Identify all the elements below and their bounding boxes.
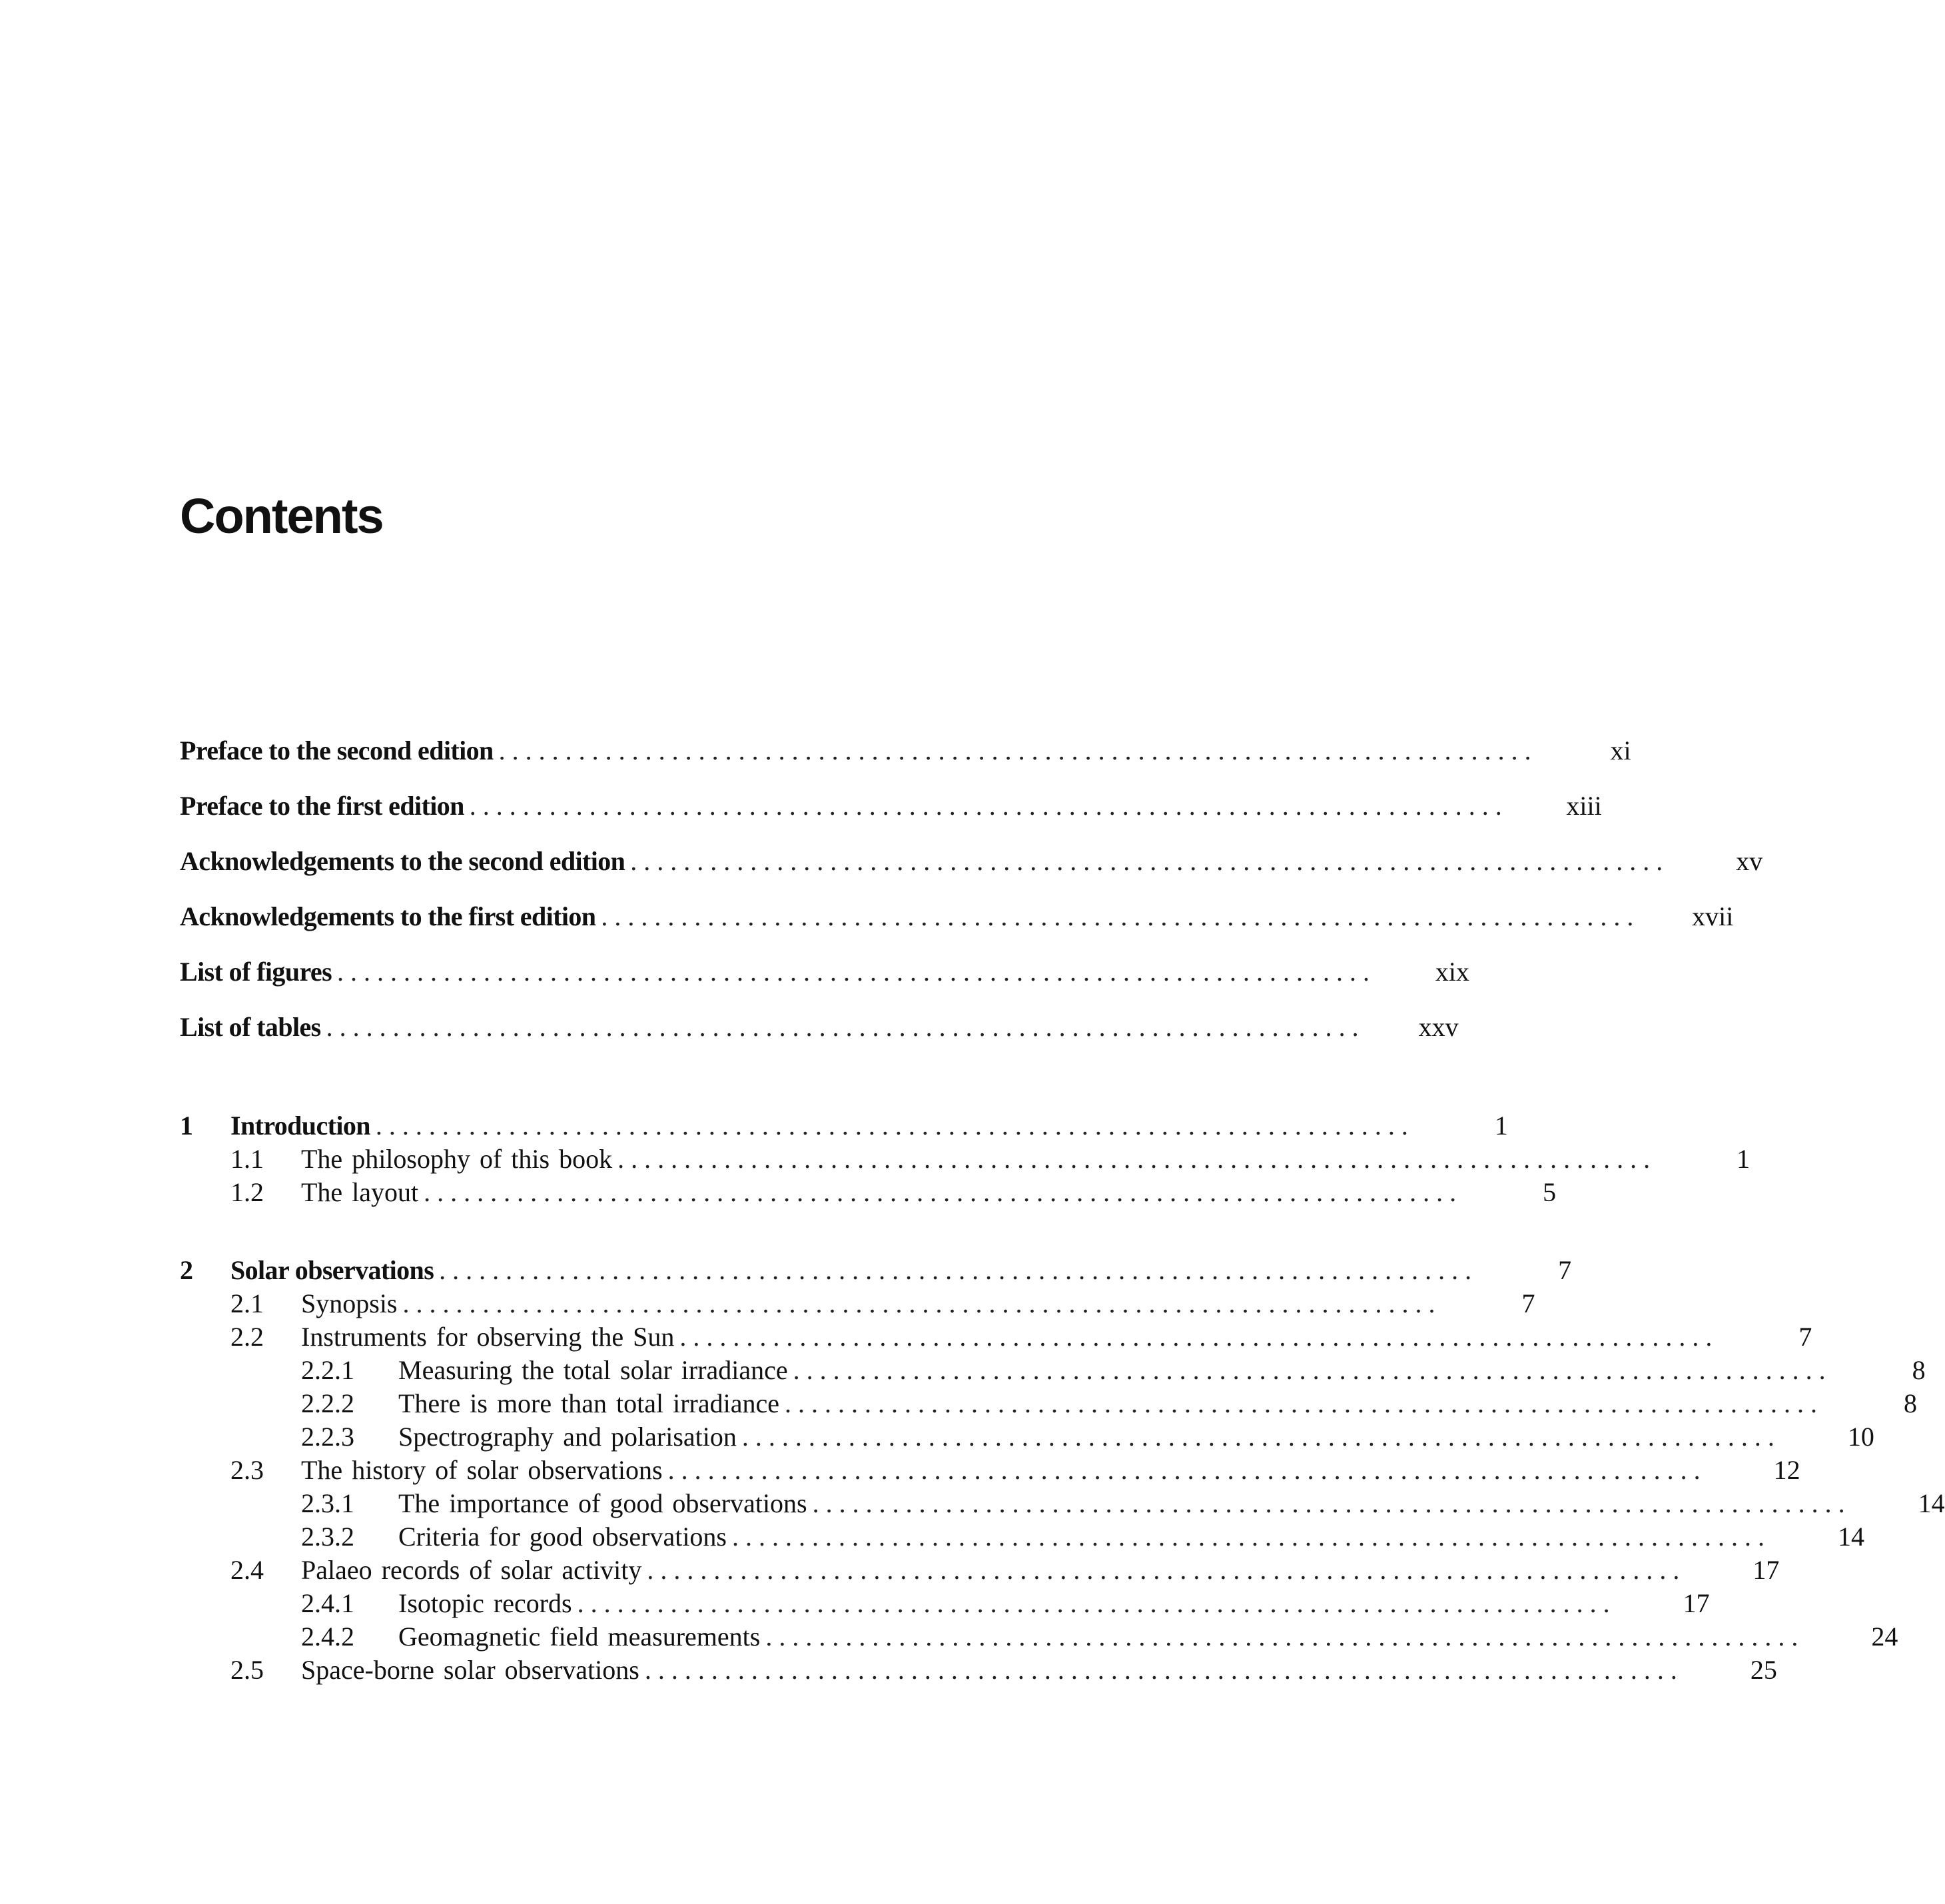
dot-leader: ..............................................................................: [424, 1177, 1463, 1207]
toc-entry-preface-first-edition: [180, 791, 1602, 848]
toc-subsection-2-4-2: [180, 1622, 1898, 1657]
dot-leader: ..............................................................................: [402, 1288, 1442, 1318]
toc-chapter-2: [180, 1255, 1572, 1290]
section-title: The philosophy of this book: [301, 1144, 613, 1174]
spacer: [180, 1069, 1178, 1113]
subsection-title: The importance of good observations: [398, 1488, 807, 1518]
section-number: 2.4: [230, 1555, 264, 1585]
subsection-number: 2.2.3: [301, 1422, 354, 1452]
toc-subsection-2-3-1: [180, 1488, 1945, 1524]
toc-subsection-2-2-2: [180, 1388, 1917, 1424]
spacer: [180, 1212, 1178, 1257]
section-page: 5: [1543, 1177, 1557, 1207]
toc-section-2-1: [180, 1288, 1535, 1324]
toc-section-2-3: [180, 1455, 1800, 1490]
subsection-page: 8: [1903, 1388, 1917, 1418]
section-page: 1: [1737, 1144, 1751, 1174]
chapter-number: 2: [180, 1255, 193, 1285]
dot-leader: ..............................................................................: [679, 1322, 1719, 1352]
dot-leader: ..............................................................................: [741, 1422, 1781, 1452]
dot-leader: ..............................................................................: [601, 901, 1641, 931]
toc-entry-page: xvii: [1692, 901, 1734, 931]
dot-leader: ..............................................................................: [469, 791, 1509, 821]
subsection-number: 2.3.1: [301, 1488, 354, 1518]
dot-leader: ..............................................................................: [793, 1355, 1832, 1385]
toc-section-2-4: [180, 1555, 1780, 1590]
chapter-title: Solar observations: [230, 1255, 434, 1285]
dot-leader: ..............................................................................: [498, 735, 1538, 765]
subsection-page: 24: [1871, 1622, 1898, 1652]
section-page: 7: [1521, 1288, 1535, 1318]
toc-entry-page: xv: [1736, 846, 1763, 876]
subsection-title: Measuring the total solar irradiance: [398, 1355, 788, 1385]
section-title: The layout: [301, 1177, 419, 1207]
toc-entry-page: xiii: [1566, 791, 1602, 821]
page-title: Contents: [180, 488, 383, 544]
toc-subsection-2-3-2: [180, 1522, 1864, 1557]
toc-entry-page: xix: [1435, 957, 1470, 987]
toc-entry-list-of-figures: [180, 957, 1470, 1014]
dot-leader: ..............................................................................: [375, 1111, 1415, 1141]
chapter-title: Introduction: [230, 1111, 370, 1141]
toc-subsection-2-2-3: [180, 1422, 1874, 1457]
section-title: Instruments for observing the Sun: [301, 1322, 675, 1352]
dot-leader: ..............................................................................: [765, 1622, 1805, 1652]
dot-leader: ..............................................................................: [644, 1655, 1684, 1685]
subsection-number: 2.4.1: [301, 1588, 354, 1618]
toc-entry-page: xi: [1610, 735, 1631, 765]
chapter-page: 1: [1494, 1111, 1508, 1141]
subsection-number: 2.4.2: [301, 1622, 354, 1652]
dot-leader: ..............................................................................: [337, 957, 1377, 987]
dot-leader: ..............................................................................: [732, 1522, 1771, 1552]
section-number: 1.1: [230, 1144, 264, 1174]
table-of-contents: [180, 735, 1945, 1690]
subsection-page: 10: [1847, 1422, 1874, 1452]
subsection-number: 2.2.1: [301, 1355, 354, 1385]
dot-leader: ..............................................................................: [630, 846, 1670, 876]
toc-subsection-2-2-1: [180, 1355, 1926, 1390]
section-title: Palaeo records of solar activity: [301, 1555, 642, 1585]
dot-leader: ..............................................................................: [326, 1012, 1365, 1042]
section-page: 25: [1750, 1655, 1777, 1685]
section-title: Synopsis: [301, 1288, 398, 1318]
toc-entry-title: Acknowledgements to the second edition: [180, 846, 625, 876]
section-number: 2.3: [230, 1455, 264, 1485]
section-number: 1.2: [230, 1177, 264, 1207]
section-page: 12: [1773, 1455, 1800, 1485]
dot-leader: ..............................................................................: [439, 1255, 1479, 1285]
subsection-title: Isotopic records: [398, 1588, 572, 1618]
section-title: The history of solar observations: [301, 1455, 663, 1485]
subsection-title: Geomagnetic field measurements: [398, 1622, 761, 1652]
section-number: 2.2: [230, 1322, 264, 1352]
section-title: Space-borne solar observations: [301, 1655, 639, 1685]
toc-entry-title: Acknowledgements to the first edition: [180, 901, 596, 931]
dot-leader: ..............................................................................: [667, 1455, 1707, 1485]
toc-chapter-1: [180, 1111, 1508, 1146]
chapter-number: 1: [180, 1111, 193, 1141]
dot-leader: ..............................................................................: [647, 1555, 1687, 1585]
section-page: 17: [1752, 1555, 1780, 1585]
section-page: 7: [1798, 1322, 1812, 1352]
toc-entry-page: xxv: [1418, 1012, 1459, 1042]
subsection-page: 8: [1912, 1355, 1926, 1385]
toc-entry-title: List of figures: [180, 957, 332, 987]
toc-subsection-2-4-1: [180, 1588, 1710, 1624]
dot-leader: ..............................................................................: [784, 1388, 1824, 1418]
toc-section-2-2: [180, 1322, 1812, 1357]
subsection-page: 14: [1838, 1522, 1864, 1552]
toc-entry-list-of-tables: [180, 1012, 1459, 1069]
toc-entry-preface-second-edition: [180, 735, 1631, 793]
subsection-page: 14: [1918, 1488, 1945, 1518]
chapter-page: 7: [1558, 1255, 1572, 1285]
subsection-number: 2.2.2: [301, 1388, 354, 1418]
subsection-title: Spectrography and polarisation: [398, 1422, 737, 1452]
dot-leader: ..............................................................................: [812, 1488, 1852, 1518]
section-number: 2.5: [230, 1655, 264, 1685]
subsection-title: Criteria for good observations: [398, 1522, 727, 1552]
toc-entry-title: Preface to the first edition: [180, 791, 464, 821]
section-number: 2.1: [230, 1288, 264, 1318]
toc-section-2-5: [180, 1655, 1777, 1690]
toc-entry-acknowledgements-first-edition: [180, 901, 1734, 959]
dot-leader: ..............................................................................: [577, 1588, 1617, 1618]
toc-entry-title: List of tables: [180, 1012, 321, 1042]
toc-section-1-1: [180, 1144, 1751, 1179]
toc-entry-acknowledgements-second-edition: [180, 846, 1763, 903]
subsection-title: There is more than total irradiance: [398, 1388, 779, 1418]
toc-entry-title: Preface to the second edition: [180, 735, 494, 765]
subsection-number: 2.3.2: [301, 1522, 354, 1552]
dot-leader: ..............................................................................: [617, 1144, 1657, 1174]
subsection-page: 17: [1683, 1588, 1710, 1618]
toc-section-1-2: [180, 1177, 1557, 1212]
